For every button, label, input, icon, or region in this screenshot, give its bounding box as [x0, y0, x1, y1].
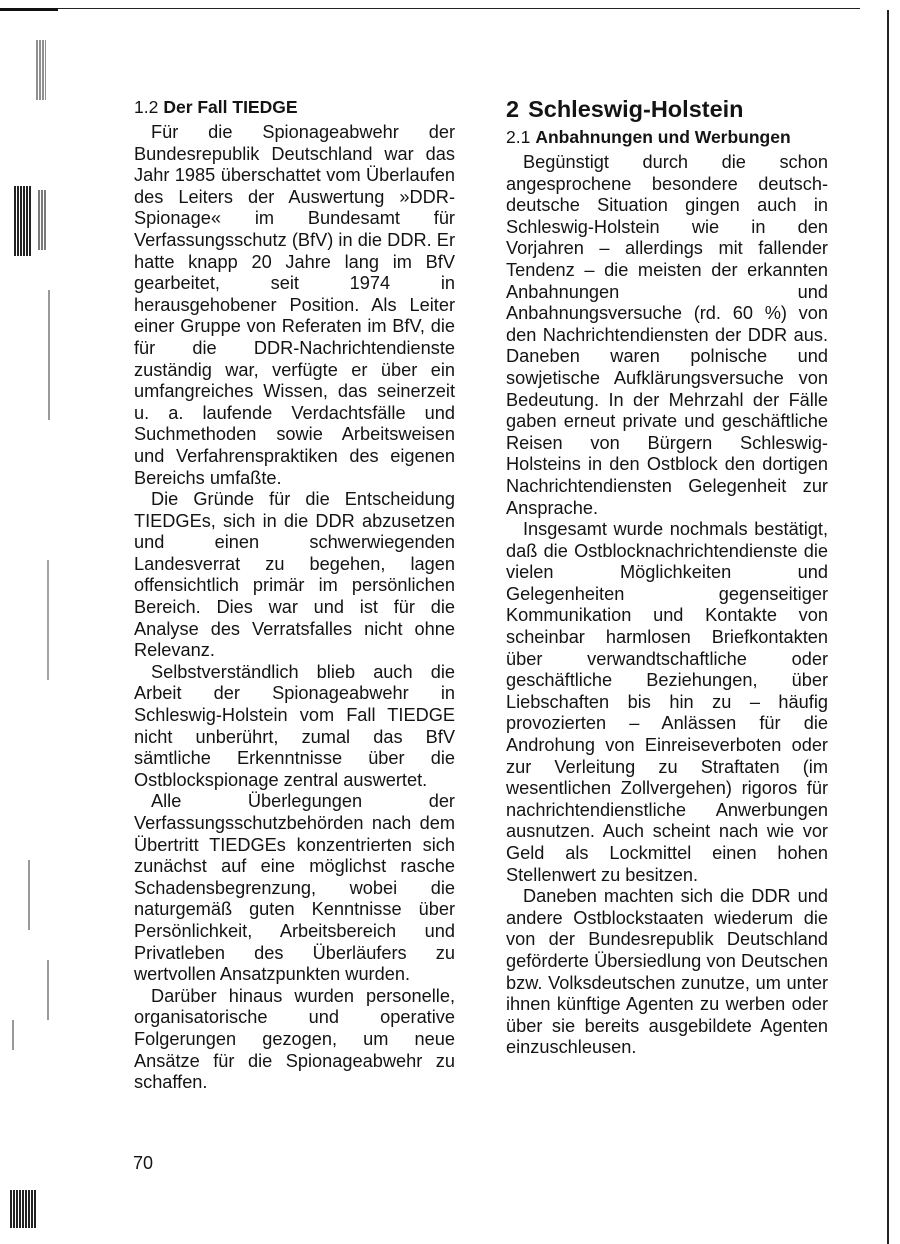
left-column [134, 96, 455, 1094]
scan-artifact [48, 290, 50, 420]
paragraph: Alle Überlegungen der Verfassungsschutzbehörden nach dem Übertritt TIEDGEs konzentrierten sich zunächst auf eine möglichst rasche Schadensbegrenzung, wobei die naturgemäß guten Kenntnisse über Persönlichkeit, Arbeitsbereich und Privatleben des Überläufers zu wertvollen Ansatzpunkten wurden. [134, 791, 455, 985]
scan-artifact [12, 1020, 14, 1050]
scan-artifact [10, 1190, 36, 1228]
section-title: Der Fall TIEDGE [163, 97, 298, 117]
paragraph: Die Gründe für die Entscheidung TIEDGEs, sich in die DDR abzusetzen und einen schwerwiegenden Landesverrat zu begehen, lagen offensichtlich primär im persönlichen Bereich. Dies war und ist für die Analyse des Verratsfalles nicht ohne Relevanz. [134, 489, 455, 661]
section-title: Anbahnungen und Werbungen [535, 127, 791, 147]
section-number: 2.1 [506, 127, 531, 147]
scan-artifact [36, 40, 46, 100]
paragraph: Insgesamt wurde nochmals bestätigt, daß die Ostblocknachrichtendienste die vielen Möglichkeiten und Gelegenheiten gegenseitiger Kommunikation und Kontakte von scheinbar harmlosen Briefkontakten über verwandtschaftliche oder geschäftliche Beziehungen, über Liebschaften bis hin zu – häufig provozierten – Anlässen für die Androhung von Einreiseverboten oder zur Verleitung zu Straftaten (im wesentlichen Zollvergehen) rigoros für nachrichtendienstliche Anwerbungen ausnutzen. Auch scheint nach wie vor Geld als Lockmittel einen hohen Stellenwert zu besitzen. [506, 519, 828, 885]
scan-artifact [14, 186, 32, 256]
section-heading [506, 126, 828, 148]
scan-artifact [28, 860, 30, 930]
paragraph: Für die Spionageabwehr der Bundesrepublik Deutschland war das Jahr 1985 überschattet vom Überlaufen des Leiters der Auswertung »DDR-Spionage« im Bundesamt für Verfassungsschutz (BfV) in die DDR. Er hatte knapp 20 Jahre lang im BfV gearbeitet, seit 1974 in herausgehobener Position. Als Leiter einer Gruppe von Referaten im BfV, die für die DDR-Nachrichtendienste zuständig war, verfügte er über ein umfangreiches Wissen, das seinerzeit u. a. laufende Verdachtsfälle und Suchmethoden sowie Arbeitsweisen und Verfahrenspraktiken des eigenen Bereichs umfaßte. [134, 122, 455, 488]
paragraph: Darüber hinaus wurden personelle, organisatorische und operative Folgerungen gezogen, um neue Ansätze für die Spionageabwehr zu schaffen. [134, 985, 455, 1093]
scan-edge-top [0, 8, 860, 9]
scan-artifact [47, 560, 49, 680]
section-number: 1.2 [134, 97, 159, 117]
chapter-title: Schleswig-Holstein [528, 96, 744, 122]
scan-artifact [38, 190, 46, 250]
scan-edge-right [887, 10, 889, 1244]
right-column [506, 95, 828, 1059]
chapter-number: 2 [506, 96, 520, 122]
page-number: 70 [133, 1153, 154, 1173]
chapter-heading [506, 95, 828, 123]
scan-artifact [47, 960, 49, 1020]
paragraph: Daneben machten sich die DDR und andere Ostblockstaaten wiederum die von der Bundesrepublik Deutschland geförderte Übersiedlung von Deutschen bzw. Volksdeutschen zunutze, um unter ihnen künftige Agenten zu werben oder über sie bereits ausgebildete Agenten einzuschleusen. [506, 886, 828, 1058]
scan-edge-corner [0, 8, 58, 11]
paragraph: Selbstverständlich blieb auch die Arbeit der Spionageabwehr in Schleswig-Holstein vom Fall TIEDGE nicht unberührt, zumal das BfV sämtliche Erkenntnisse über die Ostblockspionage zentral auswertet. [134, 661, 455, 790]
section-heading [134, 96, 455, 118]
paragraph: Begünstigt durch die schon angesprochene besondere deutsch-deutsche Situation gingen auch in Schleswig-Holstein wie in den Vorjahren – allerdings mit fallender Tendenz – die meisten der erkannten Anbahnungen und Anbahnungsversuche (rd. 60 %) von den Nachrichtendiensten der DDR aus. Daneben waren polnische und sowjetische Aufklärungsversuche von Bedeutung. In der Mehrzahl der Fälle gaben erneut private und geschäftliche Reisen von Bürgern Schleswig-Holsteins in den Ostblock den dortigen Nachrichtendiensten Gelegenheit zur Ansprache. [506, 152, 828, 518]
